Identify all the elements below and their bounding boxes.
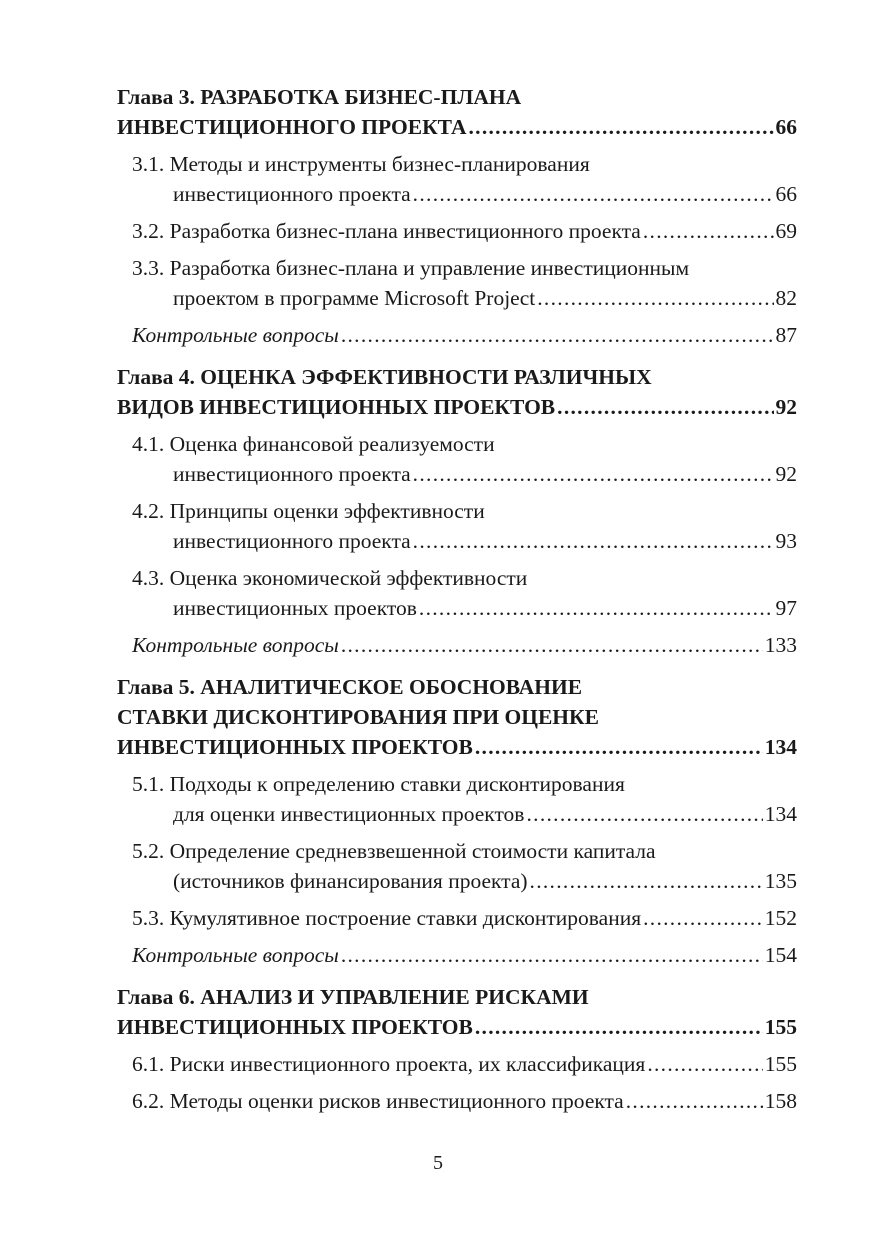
section-entry[interactable]: [117, 1049, 797, 1079]
dot-leader: [341, 940, 763, 970]
chapter-title-line: Глава 6. АНАЛИЗ И УПРАВЛЕНИЕ РИСКАМИ: [117, 985, 589, 1009]
entry-title: инвестиционного проекта: [173, 182, 411, 206]
toc-entry-line[interactable]: [132, 320, 797, 350]
section-line: 3.1. Методы и инструменты бизнес-планирования: [132, 152, 590, 176]
page-ref: 133: [764, 633, 797, 657]
dot-leader: [626, 1086, 763, 1116]
toc-entry-line[interactable]: [117, 459, 797, 489]
dot-leader: [647, 1049, 762, 1079]
section-entry[interactable]: [117, 216, 797, 246]
section-entry[interactable]: [117, 496, 797, 556]
review-questions-entry[interactable]: [117, 940, 797, 970]
page-ref: 97: [775, 596, 797, 620]
section-entry[interactable]: [117, 836, 797, 896]
toc-entry-line[interactable]: [117, 526, 797, 556]
toc-entry-line[interactable]: [117, 216, 797, 246]
entry-title: 6.2. Методы оценки рисков инвестиционного проекта: [132, 1089, 624, 1113]
section-line: 4.1. Оценка финансовой реализуемости: [132, 432, 495, 456]
entry-title: ВИДОВ ИНВЕСТИЦИОННЫХ ПРОЕКТОВ: [117, 395, 556, 419]
section-line: 5.2. Определение средневзвешенной стоимости капитала: [132, 839, 656, 863]
entry-title: Контрольные вопросы: [132, 323, 339, 347]
dot-leader: [475, 1012, 763, 1042]
section-line: 4.2. Принципы оценки эффективности: [132, 499, 485, 523]
dot-leader: [419, 593, 774, 623]
dot-leader: [413, 526, 774, 556]
dot-leader: [643, 216, 774, 246]
section-entry[interactable]: [117, 903, 797, 933]
chapter-title[interactable]: [117, 362, 797, 422]
dot-leader: [341, 630, 763, 660]
dot-leader: [413, 459, 774, 489]
page-ref: 66: [775, 115, 797, 139]
toc-entry-line[interactable]: [132, 630, 797, 660]
toc-entry-line[interactable]: [117, 866, 797, 896]
toc-entry-line[interactable]: [117, 283, 797, 313]
section-entry[interactable]: [117, 563, 797, 623]
page-ref: 92: [775, 462, 797, 486]
chapter-title-line: СТАВКИ ДИСКОНТИРОВАНИЯ ПРИ ОЦЕНКЕ: [117, 705, 599, 729]
page-ref: 135: [764, 869, 797, 893]
page-ref: 92: [775, 395, 797, 419]
review-questions-entry[interactable]: [117, 630, 797, 660]
page-ref: 152: [764, 906, 797, 930]
section-entry[interactable]: [117, 253, 797, 313]
dot-leader: [526, 799, 762, 829]
page-ref: 155: [764, 1052, 797, 1076]
dot-leader: [468, 112, 773, 142]
toc-entry-line[interactable]: [117, 903, 797, 933]
dot-leader: [475, 732, 763, 762]
chapter-title[interactable]: [117, 672, 797, 762]
chapter-title[interactable]: [117, 982, 797, 1042]
page-ref: 87: [775, 323, 797, 347]
chapter-title[interactable]: [117, 82, 797, 142]
page-ref: 82: [775, 286, 797, 310]
toc-entry-line[interactable]: [117, 593, 797, 623]
dot-leader: [557, 392, 773, 422]
page-ref: 93: [775, 529, 797, 553]
entry-title: инвестиционного проекта: [173, 529, 411, 553]
section-entry[interactable]: [117, 429, 797, 489]
chapter-title-line: Глава 3. РАЗРАБОТКА БИЗНЕС-ПЛАНА: [117, 85, 522, 109]
entry-title: ИНВЕСТИЦИОННЫХ ПРОЕКТОВ: [117, 1015, 473, 1039]
dot-leader: [413, 179, 774, 209]
toc-entry-line[interactable]: [117, 1086, 797, 1116]
entry-title: инвестиционных проектов: [173, 596, 417, 620]
section-line: 4.3. Оценка экономической эффективности: [132, 566, 528, 590]
toc-entry-line[interactable]: [117, 799, 797, 829]
toc-entry-line[interactable]: [117, 732, 797, 762]
dot-leader: [530, 866, 763, 896]
chapter-title-line: Глава 4. ОЦЕНКА ЭФФЕКТИВНОСТИ РАЗЛИЧНЫХ: [117, 365, 652, 389]
dot-leader: [537, 283, 773, 313]
toc-entry-line[interactable]: [117, 1012, 797, 1042]
entry-title: 5.3. Кумулятивное построение ставки дисконтирования: [132, 906, 642, 930]
entry-title: для оценки инвестиционных проектов: [173, 802, 525, 826]
entry-title: 3.2. Разработка бизнес-плана инвестиционного проекта: [132, 219, 641, 243]
review-questions-entry[interactable]: [117, 320, 797, 350]
dot-leader: [341, 320, 774, 350]
chapter-title-line: Глава 5. АНАЛИТИЧЕСКОЕ ОБОСНОВАНИЕ: [117, 675, 583, 699]
entry-title: проектом в программе Microsoft Project: [173, 286, 536, 310]
section-entry[interactable]: [117, 769, 797, 829]
entry-title: (источников финансирования проекта): [173, 869, 528, 893]
section-line: 5.1. Подходы к определению ставки дисконтирования: [132, 772, 625, 796]
page-ref: 155: [764, 1015, 797, 1039]
table-of-contents: [117, 82, 797, 1116]
entry-title: инвестиционного проекта: [173, 462, 411, 486]
entry-title: Контрольные вопросы: [132, 943, 339, 967]
toc-entry-line[interactable]: [117, 1049, 797, 1079]
toc-entry-line[interactable]: [117, 112, 797, 142]
entry-title: Контрольные вопросы: [132, 633, 339, 657]
page-number: 5: [433, 1152, 443, 1174]
entry-title: ИНВЕСТИЦИОННЫХ ПРОЕКТОВ: [117, 735, 473, 759]
page-ref: 69: [775, 219, 797, 243]
page-ref: 134: [764, 735, 797, 759]
toc-entry-line[interactable]: [117, 392, 797, 422]
toc-entry-line[interactable]: [132, 940, 797, 970]
entry-title: ИНВЕСТИЦИОННОГО ПРОЕКТА: [117, 115, 467, 139]
page-ref: 134: [764, 802, 797, 826]
section-line: 3.3. Разработка бизнес-плана и управление инвестиционным: [132, 256, 690, 280]
page-ref: 154: [764, 943, 797, 967]
section-entry[interactable]: [117, 149, 797, 209]
section-entry[interactable]: [117, 1086, 797, 1116]
dot-leader: [643, 903, 763, 933]
entry-title: 6.1. Риски инвестиционного проекта, их классификация: [132, 1052, 646, 1076]
toc-entry-line[interactable]: [117, 179, 797, 209]
page-ref: 66: [775, 182, 797, 206]
page-ref: 158: [764, 1089, 797, 1113]
